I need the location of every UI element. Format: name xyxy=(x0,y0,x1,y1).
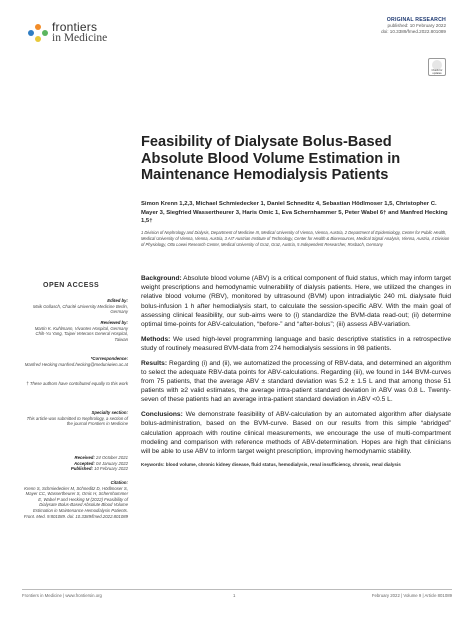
correspondence: *Correspondence: Manfred Hecking manfred.hecking@meduniwien.ac.at xyxy=(24,356,128,367)
footer-journal[interactable]: Frontiers in Medicine | www.frontiersin.org xyxy=(22,593,102,598)
frontiers-logo-icon xyxy=(28,22,50,44)
doi[interactable]: doi: 10.3389/fmed.2022.801089 xyxy=(381,29,446,35)
logo-wordmark: frontiers xyxy=(52,20,98,34)
specialty-section: Specialty section: This article was submitted to Nephrology, a section of the journal Frontiers in Medicine xyxy=(26,410,128,427)
abstract xyxy=(141,274,451,473)
article-title: Feasibility of Dialysate Bolus-Based Absolute Blood Volume Estimation in Maintenance Hemodialysis Patients xyxy=(141,134,401,184)
footer-issue: February 2022 | Volume 9 | Article 801089 xyxy=(371,593,452,598)
equal-contribution-note: † These authors have contributed equally to this work xyxy=(26,381,128,386)
article-type: ORIGINAL RESEARCH xyxy=(386,17,446,23)
abstract-conclusions: Conclusions: We demonstrate feasibility of ABV-calculation by an automated algorithm after dialysate bolus-administration, based on the BVM-curve. Based on our results from this simple “abridged” calculation approach with routine clinical measurements, we encourage the use of multi-compartment modeling and comparison with reference methods of ABV-determination. Hopes are high that clinicians will be able to use ABV to inform target weight prescription, improving hemodynamic stability. xyxy=(141,411,451,455)
keywords: Keywords: blood volume, chronic kidney disease, fluid status, hemodialysis, renal insufficiency, chronic, renal dialysis xyxy=(141,461,401,467)
citation: Citation: Krenn S, Schmiedecker M, Schneditz D, Hödlmoser S, Mayer CC, Wassertheurer S, Omic H, Schernhammer E, Wabel P and Hecking M (2022) Feasibility of Dialysate Bolus-Based Absolute Blood Volume Estimation in Maintenance Hemodialysis Patients. Front. Med. 9:801089. doi: 10.3389/fmed.2022.801089 xyxy=(23,480,128,519)
reviewed-by: Reviewed by: Martin K. Kuhlmann, Vivantes Hospital, Germany Chih-Yu Yang, Taipei Veterans General Hospital, Taiwan xyxy=(34,320,128,342)
footer-divider xyxy=(22,589,452,590)
published-date: published: 10 February 2022 xyxy=(387,23,446,29)
page-number: 1 xyxy=(233,593,236,598)
journal-logo xyxy=(28,20,168,50)
abstract-methods: Methods: We used high-level programming language and basic descriptive statistics in a retrospective study of routinely measured BVM-data from 274 hemodialysis sessions in 98 patients. xyxy=(141,335,451,352)
logo-journal-name: in Medicine xyxy=(52,32,108,44)
author-list: Simon Krenn 1,2,3, Michael Schmiedecker 1, Daniel Schneditz 4, Sebastian Hödlmoser 1,5, Christopher C. Mayer 3, Siegfried Wassertheurer 3, Haris Omic 1, Eva Schernhammer 5, Peter Wabel 6† and Manfred Hecking 1,5† xyxy=(141,201,448,225)
abstract-results: Results: Regarding (i) and (ii), we automatized the processing of RBV-data, and determined an algorithm to select the adequate RBV-data points for ABV-calculations. Regarding (iii), we found in 144 BVM-curves from 75 patients, that the average ABV ± standard deviation was 5.2 ± 1.5 L and that among those 51 patients with ≥2 valid estimates, the average intra-patient standard deviation in ABV was 0.8 L. Twenty-seven of these patients had an average intra-patient standard deviation in ABV <0.5 L. xyxy=(141,359,451,404)
article-meta xyxy=(381,17,446,36)
edited-by: Edited by: Maik Gollasch, Charité University Medicine Berlin, Germany xyxy=(32,298,128,315)
affiliations: 1 Division of Nephrology and Dialysis, Department of Medicine III, Medical University of Vienna, Vienna, Austria, 2 Department of Epidemiology, Center for Public Health, Medical University of Vienna, Vienna, Austria, 3 AIT Austrian Institute of Technology, Center for Health & Bioresources, Medical Signal Analysis, Vienna, Austria, 4 Division of Physiology, Otto Loewi Research Center, Medical University of Graz, Graz, Austria, 5 Independent Researcher, Rosbach, Germany xyxy=(141,230,450,248)
open-access-label: OPEN ACCESS xyxy=(43,282,100,289)
abstract-background: Background: Absolute blood volume (ABV) is a critical component of fluid status, which may inform target weight prescriptions and hemodynamic vulnerability of dialysis patients. Here, we utilized the changes in relative blood volume (RBV), monitored by ultrasound (BVM) upon intradialytic 240 mL dialysate fluid bolus-infusion 1 h after hemodialysis start, to calculate the session-specific ABV. With the main goal of assessing clinical feasibility, our sub-aims were to (i) standardize the BVM-data read-out; (ii) determine optimal time-points for ABV-calculation, “before-” and “after-bolus”; (iii) assess ABV-variation. xyxy=(141,275,451,329)
dates: Received: 24 October 2021 Accepted: 04 January 2022 Published: 10 February 2022 xyxy=(70,455,128,472)
check-for-updates-badge[interactable]: Check for updates xyxy=(428,58,446,76)
